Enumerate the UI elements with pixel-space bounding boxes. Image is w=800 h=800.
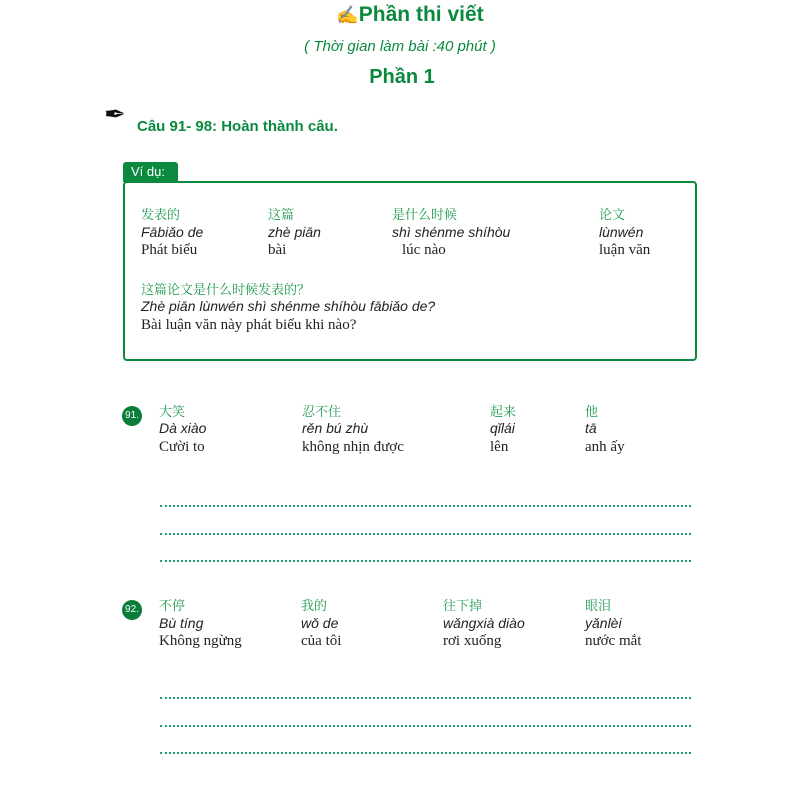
q92-viet-2: của tôi [301, 633, 342, 649]
q91-hanzi-2: 忍不住 [302, 405, 342, 420]
q91-pinyin-3: qǐlái [490, 420, 515, 436]
question-number-badge: 92. [122, 600, 142, 620]
q91-answer-line-1[interactable] [160, 505, 691, 507]
example-sentence-pinyin: Zhè piān lùnwén shì shénme shíhòu fābiǎo de? [141, 298, 436, 314]
q92-viet-4: nước mắt [585, 633, 642, 649]
q91-hanzi-3: 起来 [490, 405, 517, 420]
q92-viet-3: rơi xuống [443, 633, 502, 649]
q92-hanzi-3: 往下掉 [443, 599, 483, 614]
example-viet-2: bài [268, 242, 287, 258]
example-sentence-viet: Bài luận văn này phát biểu khi nào? [141, 317, 357, 333]
q92-answer-line-3[interactable] [160, 752, 691, 754]
q91-hanzi-4: 他 [585, 405, 599, 420]
q92-pinyin-3: wǎngxià diào [443, 615, 525, 631]
q91-viet-4: anh ấy [585, 439, 625, 455]
example-hanzi-1: 发表的 [141, 208, 181, 223]
writing-hand-icon: ✍ [336, 5, 359, 25]
section-title [0, 3, 800, 27]
question-number-badge: 91. [122, 406, 142, 426]
q92-pinyin-1: Bù tíng [159, 615, 204, 631]
q92-answer-line-2[interactable] [160, 725, 691, 727]
q91-pinyin-2: rěn bú zhù [302, 420, 369, 436]
example-hanzi-2: 这篇 [268, 208, 295, 223]
part-heading: Phần 1 [369, 66, 435, 88]
example-pinyin-4: lùnwén [599, 224, 644, 240]
q91-viet-2: không nhịn được [302, 439, 404, 455]
example-pinyin-1: Fābiǎo de [141, 224, 204, 240]
q91-pinyin-1: Dà xiào [159, 420, 207, 436]
section-title-text: Phần thi viết [358, 3, 484, 26]
example-viet-4: luận văn [599, 242, 651, 258]
q92-pinyin-2: wǒ de [301, 615, 339, 631]
quill-icon: ✒ [104, 100, 126, 129]
q92-viet-1: Không ngừng [159, 633, 242, 649]
q92-pinyin-4: yǎnlèi [585, 615, 622, 631]
example-viet-1: Phát biểu [141, 242, 198, 258]
q91-pinyin-4: tā [585, 420, 597, 436]
q91-answer-line-2[interactable] [160, 533, 691, 535]
q91-answer-line-3[interactable] [160, 560, 691, 562]
q92-hanzi-2: 我的 [301, 599, 328, 614]
example-hanzi-4: 论文 [599, 208, 626, 223]
q91-viet-1: Cười to [159, 439, 205, 455]
q92-hanzi-4: 眼泪 [585, 599, 612, 614]
example-pinyin-3: shì shénme shíhòu [392, 224, 511, 240]
q92-hanzi-1: 不停 [159, 599, 186, 614]
question-range-heading: Câu 91- 98: Hoàn thành câu. [137, 118, 338, 135]
example-sentence-hanzi: 这篇论文是什么时候发表的？ [141, 283, 311, 298]
example-label: Ví dụ: [123, 162, 178, 182]
q91-viet-3: lên [490, 439, 509, 455]
example-pinyin-2: zhè piān [268, 224, 321, 240]
q92-answer-line-1[interactable] [160, 697, 691, 699]
example-viet-3: lúc nào [402, 242, 446, 258]
time-limit: ( Thời gian làm bài :40 phút ) [304, 38, 496, 55]
example-hanzi-3: 是什么时候 [392, 208, 458, 223]
q91-hanzi-1: 大笑 [159, 405, 186, 420]
